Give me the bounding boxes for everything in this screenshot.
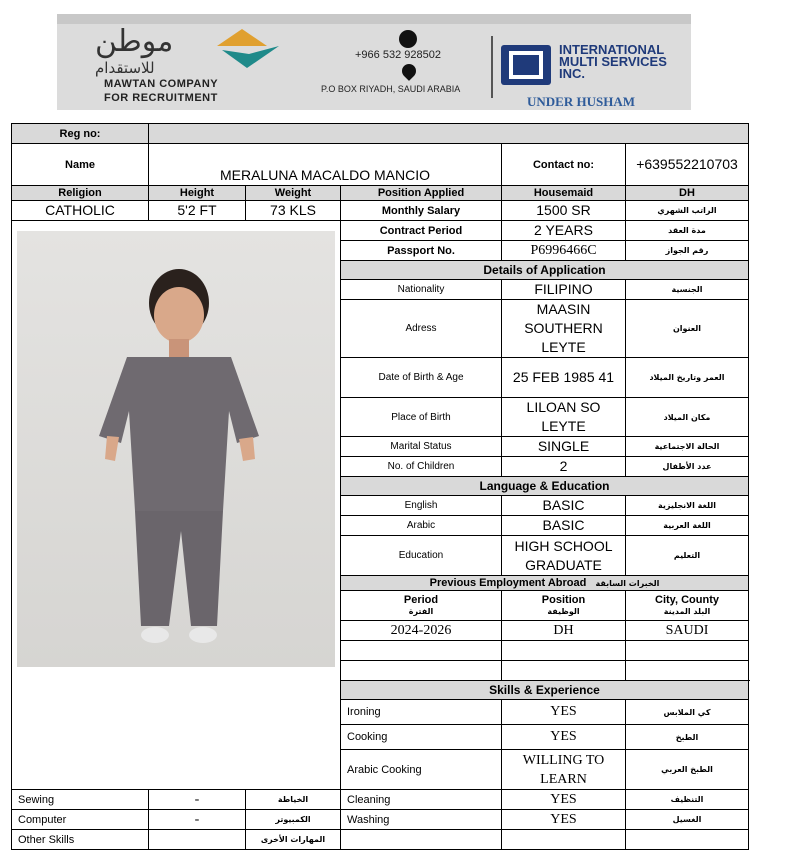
language-label: English (341, 496, 502, 516)
prev-empty-cell (341, 641, 502, 661)
skill-arabic: الكمبيوتر (246, 810, 341, 830)
salary-value: 1500 SR (502, 201, 626, 221)
applicant-photo (17, 231, 335, 667)
religion-header: Religion (12, 186, 149, 201)
skill-value: YES (502, 725, 626, 750)
prev-period-header: Period الفترة (341, 591, 502, 621)
detail-arabic: الجنسية (626, 280, 749, 300)
reg-label: Reg no: (12, 124, 149, 144)
skill-arabic: الخياطة (246, 790, 341, 810)
language-arabic: اللغة الانجليزية (626, 496, 749, 516)
mawtan-diamond-icon (207, 24, 287, 74)
prev-position-value: DH (502, 621, 626, 641)
skill-value: - (149, 790, 246, 810)
phone-number: +966 532 928502 (355, 49, 441, 61)
mawtan-company-name: MAWTAN COMPANY FOR RECRUITMENT (104, 78, 219, 104)
detail-value: LILOAN SO LEYTE (502, 398, 626, 437)
prev-period-value: 2024-2026 (341, 621, 502, 641)
language-value: BASIC (502, 496, 626, 516)
prev-empty-cell (502, 641, 626, 661)
detail-value: 25 FEB 1985 41 (502, 358, 626, 398)
skill-value: YES (502, 810, 626, 830)
detail-label: Marital Status (341, 437, 502, 457)
skill-value: YES (502, 700, 626, 725)
detail-arabic: مكان الميلاد (626, 398, 749, 437)
mawtan-arabic-logo: موطن (95, 24, 174, 59)
detail-arabic: العنوان (626, 300, 749, 358)
detail-arabic: الحالة الاجتماعية (626, 437, 749, 457)
detail-label: No. of Children (341, 457, 502, 477)
prev-city-header: City, County البلد المدينة (626, 591, 749, 621)
passport-arabic: رقم الجواز (626, 241, 749, 261)
name-value: MERALUNA MACALDO MANCIO (149, 144, 502, 186)
detail-label: Nationality (341, 280, 502, 300)
language-title: Language & Education (341, 477, 749, 496)
skill-arabic: الطبخ (626, 725, 749, 750)
prev-empty-cell (341, 661, 502, 681)
skill-value: - (149, 810, 246, 830)
position-header: Position Applied (341, 186, 502, 201)
detail-arabic: عدد الأطفال (626, 457, 749, 477)
prev-empty-cell (502, 661, 626, 681)
details-title: Details of Application (341, 261, 749, 280)
previous-employment-title: Previous Employment Abroad الخبرات السابقة (341, 576, 749, 591)
position-value: Housemaid (502, 186, 626, 201)
reg-value (149, 124, 749, 144)
skill-arabic: المهارات الأخرى (246, 830, 341, 850)
ims-logo-icon (499, 41, 553, 87)
skill-arabic (626, 830, 749, 850)
contract-arabic: مدة العقد (626, 221, 749, 241)
skill-arabic: التنظيف (626, 790, 749, 810)
contract-label: Contract Period (341, 221, 502, 241)
detail-label: Adress (341, 300, 502, 358)
weight-value: 73 KLS (246, 201, 341, 221)
weight-header: Weight (246, 186, 341, 201)
banner-divider (491, 36, 493, 98)
banner-strip (57, 14, 691, 24)
under-husham: UNDER HUSHAM (527, 94, 635, 109)
skills-title: Skills & Experience (341, 681, 749, 700)
application-form (11, 123, 749, 850)
detail-label: Place of Birth (341, 398, 502, 437)
skill-label: Sewing (12, 790, 149, 810)
ims-company-name: INTERNATIONAL MULTI SERVICES INC. (559, 42, 667, 81)
language-label: Arabic (341, 516, 502, 536)
skill-value (149, 830, 246, 850)
po-box-address: P.O BOX RIYADH, SAUDI ARABIA (321, 84, 461, 94)
skill-label: Washing (341, 810, 502, 830)
language-value: BASIC (502, 516, 626, 536)
salary-label: Monthly Salary (341, 201, 502, 221)
mawtan-arabic-sub: للاستقدام (95, 59, 155, 77)
detail-value: FILIPINO (502, 280, 626, 300)
detail-value: SINGLE (502, 437, 626, 457)
contact-label: Contact no: (502, 144, 626, 186)
contract-value: 2 YEARS (502, 221, 626, 241)
skill-label: Computer (12, 810, 149, 830)
detail-label: Date of Birth & Age (341, 358, 502, 398)
skill-label: Ironing (341, 700, 502, 725)
skill-label: Other Skills (12, 830, 149, 850)
height-header: Height (149, 186, 246, 201)
detail-value: 2 (502, 457, 626, 477)
header-banner (57, 14, 691, 110)
religion-value: CATHOLIC (12, 201, 149, 221)
skill-value (502, 830, 626, 850)
education-label: Education (341, 536, 502, 576)
skill-value: YES (502, 790, 626, 810)
education-value: HIGH SCHOOL GRADUATE (502, 536, 626, 576)
phone-icon (399, 30, 417, 48)
prev-city-value: SAUDI (626, 621, 749, 641)
detail-value: MAASIN SOUTHERN LEYTE (502, 300, 626, 358)
skill-arabic: الغسيل (626, 810, 749, 830)
skill-label (341, 830, 502, 850)
contact-value: +639552210703 (626, 144, 749, 186)
passport-value: P6996466C (502, 241, 626, 261)
person-figure-icon (17, 231, 335, 667)
skill-arabic: الطبخ العربي (626, 750, 749, 790)
applicant-photo-cell (12, 221, 341, 790)
skill-label: Cleaning (341, 790, 502, 810)
language-arabic: اللغة العربية (626, 516, 749, 536)
skill-value: WILLING TO LEARN (502, 750, 626, 790)
prev-position-header: Position الوظيفة (502, 591, 626, 621)
name-label: Name (12, 144, 149, 186)
salary-arabic: الراتب الشهري (626, 201, 749, 221)
passport-label: Passport No. (341, 241, 502, 261)
height-value: 5'2 FT (149, 201, 246, 221)
location-pin-icon (399, 61, 419, 81)
detail-arabic: العمر وتاريخ الميلاد (626, 358, 749, 398)
education-arabic: التعليم (626, 536, 749, 576)
skill-label: Arabic Cooking (341, 750, 502, 790)
prev-empty-cell (626, 641, 749, 661)
prev-empty-cell (626, 661, 749, 681)
skill-arabic: كي الملابس (626, 700, 749, 725)
skill-label: Cooking (341, 725, 502, 750)
position-code: DH (626, 186, 749, 201)
